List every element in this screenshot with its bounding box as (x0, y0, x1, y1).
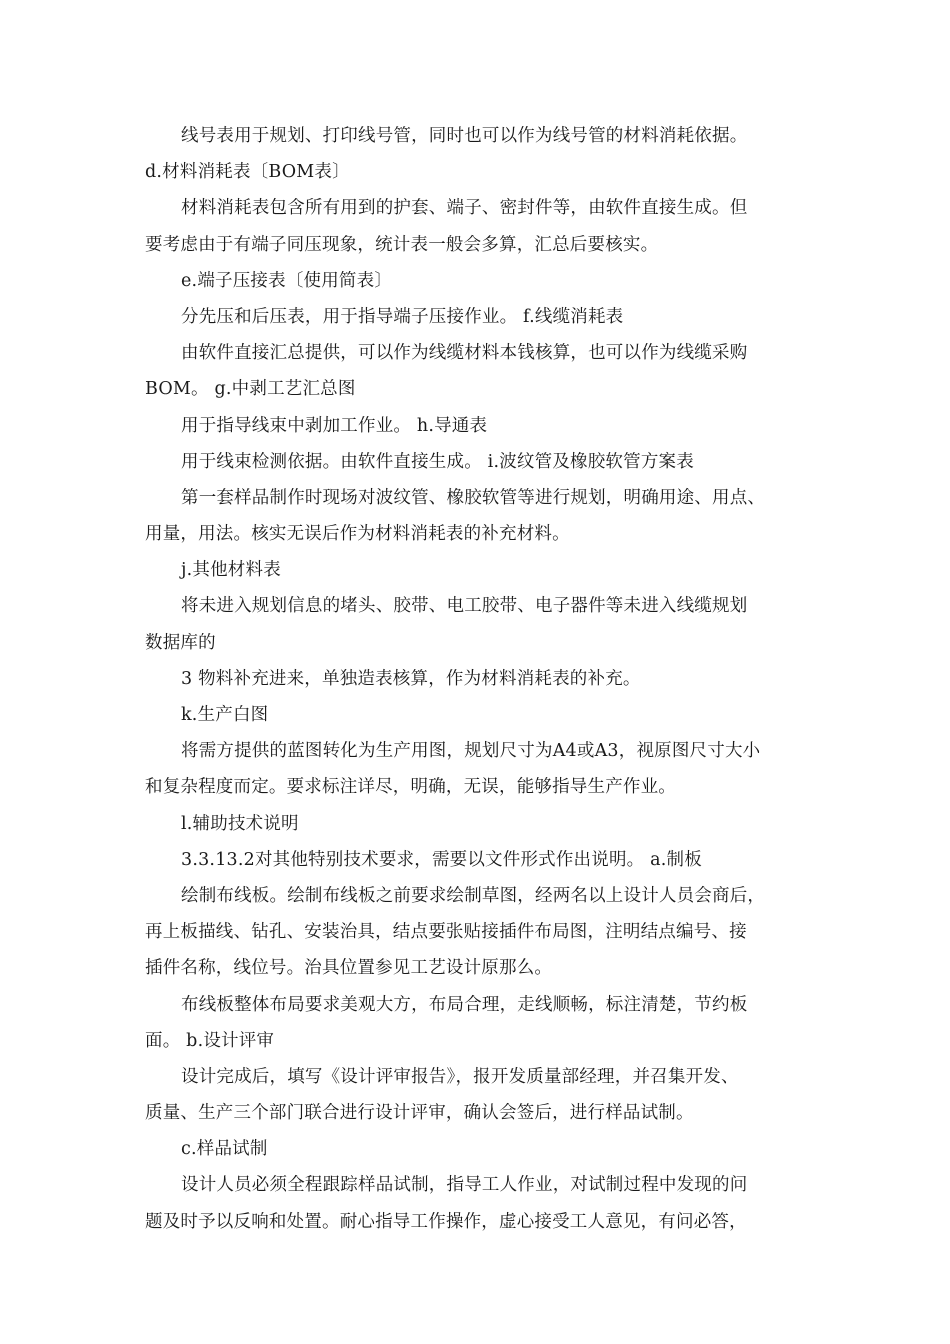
text-line: 和复杂程度而定。要求标注详尽，明确，无误，能够指导生产作业。 (145, 777, 676, 798)
text-line: 用量，用法。核实无误后作为材料消耗表的补充材料。 (145, 524, 570, 545)
text-line: 数据库的 (145, 632, 216, 653)
text-line: c.样品试制 (181, 1139, 268, 1160)
text-line: 插件名称，线位号。治具位置参见工艺设计原那么。 (145, 958, 553, 979)
text-line: 材料消耗表包含所有用到的护套、端子、密封件等，由软件直接生成。但 (181, 198, 748, 219)
text-line: BOM。 g.中剥工艺汇总图 (145, 379, 356, 400)
text-line: d.材料消耗表〔BOM表〕 (145, 162, 350, 183)
text-line: e.端子压接表〔使用简表〕 (181, 270, 393, 291)
text-line: 布线板整体布局要求美观大方，布局合理，走线顺畅，标注清楚，节约板 (181, 994, 748, 1015)
text-line: 绘制布线板。绘制布线板之前要求绘制草图，经两名以上设计人员会商后， (181, 885, 766, 906)
text-line: l.辅助技术说明 (181, 813, 299, 834)
document-body (145, 118, 815, 1240)
text-line: 将未进入规划信息的堵头、胶带、电工胶带、电子器件等未进入线缆规划 (181, 596, 748, 617)
text-line: 分先压和后压表，用于指导端子压接作业。 f.线缆消耗表 (181, 306, 624, 327)
text-line: 由软件直接汇总提供，可以作为线缆材料本钱核算，也可以作为线缆采购 (181, 343, 748, 364)
text-line: 线号表用于规划、打印线号管，同时也可以作为线号管的材料消耗依据。 (181, 126, 748, 146)
text-line: 将需方提供的蓝图转化为生产用图，规划尺寸为A4或A3，视原图尺寸大小 (181, 741, 761, 762)
text-line: 题及时予以反响和处置。耐心指导工作操作，虚心接受工人意见，有问必答， (145, 1211, 747, 1232)
text-line: 3.3.13.2对其他特别技术要求，需要以文件形式作出说明。 a.制板 (181, 849, 702, 870)
text-line: 质量、生产三个部门联合进行设计评审，确认会签后，进行样品试制。 (145, 1103, 694, 1124)
text-line: 设计完成后，填写《设计评审报告》，报开发质量部经理，并召集开发、 (181, 1066, 739, 1087)
text-line: 3 物料补充进来，单独造表核算，作为材料消耗表的补充。 (181, 668, 641, 689)
text-line: 要考虑由于有端子同压现象，统计表一般会多算，汇总后要核实。 (145, 234, 659, 255)
text-line: j.其他材料表 (181, 560, 281, 581)
text-line: 用于指导线束中剥加工作业。 h.导通表 (181, 415, 488, 436)
text-line: 面。 b.设计评审 (145, 1030, 275, 1051)
text-line: 用于线束检测依据。由软件直接生成。 i.波纹管及橡胶软管方案表 (181, 451, 694, 472)
text-line: 第一套样品制作时现场对波纹管、橡胶软管等进行规划，明确用途、用点、 (181, 487, 766, 508)
text-line: 设计人员必须全程跟踪样品试制，指导工人作业，对试制过程中发现的问 (181, 1175, 748, 1196)
text-line: 再上板描线、钻孔、安装治具，结点要张贴接插件布局图，注明结点编号、接 (145, 922, 747, 943)
text-line: k.生产白图 (181, 705, 269, 725)
